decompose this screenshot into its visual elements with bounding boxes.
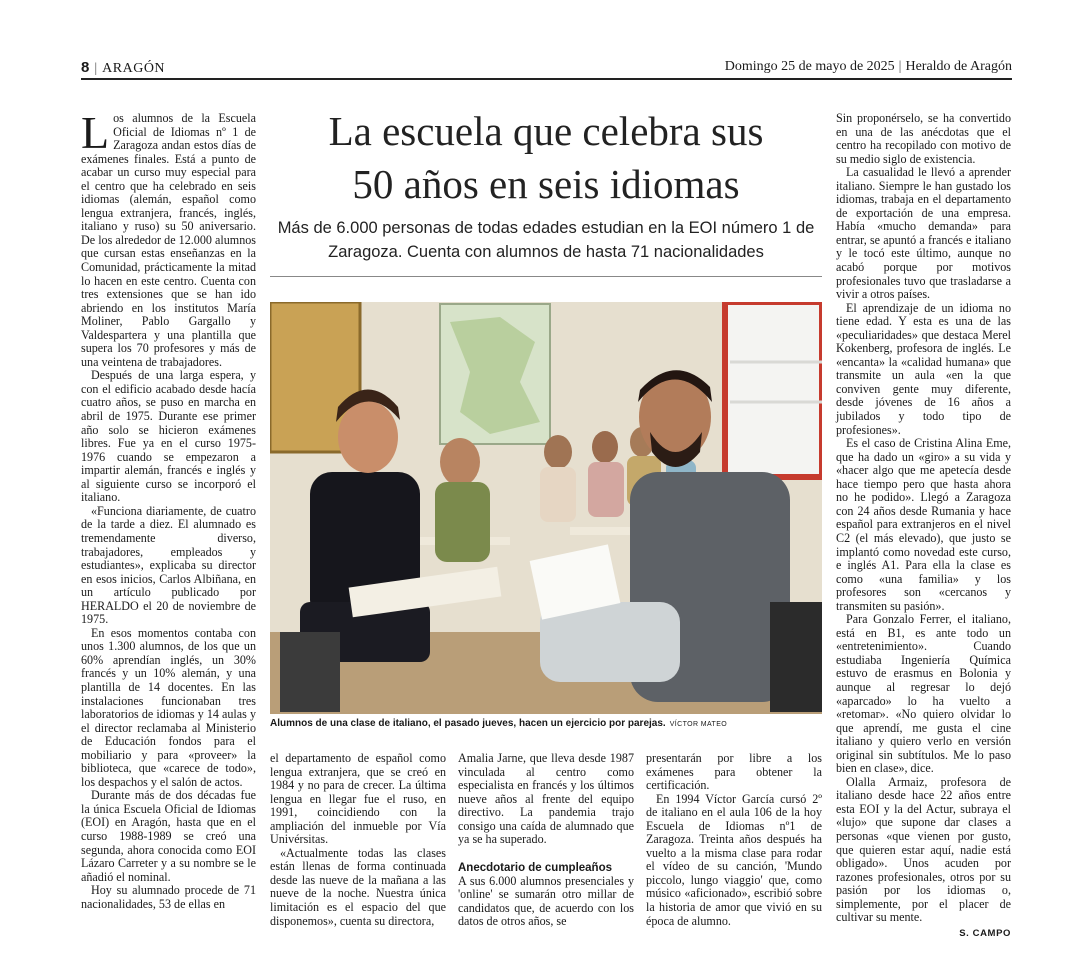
classroom-photo bbox=[270, 302, 822, 714]
article-column-1 bbox=[81, 107, 256, 911]
article-column-2 bbox=[270, 752, 446, 928]
paragraph: presentarán por libre a los exámenes para obtener la certificación. bbox=[646, 751, 822, 793]
photo-caption bbox=[270, 718, 822, 731]
paragraph: El aprendizaje de un idioma no tiene edad. Y esta es una de las «peculiaridades» que destaca Merel Kokenberg, profesora de inglés. Le «encanta» la «calidad humana» que transmite un aula «en la que conviven gente muy diferente, desde jóvenes de 16 años a jubilados y todo tipo de profesiones». bbox=[836, 300, 1011, 437]
issue-date: Domingo 25 de mayo de 2025 bbox=[724, 59, 895, 74]
lead-paragraph bbox=[81, 107, 256, 369]
paragraph: Olalla Armaiz, profesora de italiano desde hace 22 años entre esta EOI y la del Actur, subraya el «lujo» que supone dar clases a personas «que vienen por gusto, que quieren estar aquí, nadie está obligado». Unos acuden por razones profesionales, otros por su pasión por los idiomas o, simplemente, por el placer de cultivar su mente. bbox=[836, 774, 1011, 925]
drop-cap: L bbox=[81, 107, 110, 158]
paragraph: Después de una larga espera, y con el edificio acabado desde hacía cuatro años, se puso en marcha en abril de 1975. Durante ese primer año solo se hicieron exámenes libres. Fue ya en el curso 1975-1976 cuando se empezaron a impartir alemán, francés e inglés y al siguiente curso se incorporó el italiano. bbox=[81, 368, 256, 505]
caption-text: Alumnos de una clase de italiano, el pasado jueves, hacen un ejercicio por parejas. bbox=[270, 718, 666, 729]
page-number: 8 bbox=[81, 59, 90, 76]
paragraph: En esos momentos contaba con unos 1.300 alumnos, de los que un 60% aprendían inglés, un 30% francés y un 10% alemán, y una plantilla de 14 docentes. En las instalaciones funcionaban tres laboratorios de idiomas y 14 aulas y el director reclamaba al Ministerio de Educación fondos para el mobiliario y para «proveer» la biblioteca, que «carece de todo», los despachos y el salón de actos. bbox=[81, 625, 256, 789]
classroom-photo-illustration bbox=[270, 302, 822, 714]
paragraph: Hoy su alumnado procede de 71 nacionalidades, 53 de ellas en bbox=[81, 883, 256, 911]
publication-name: Heraldo de Aragón bbox=[905, 59, 1012, 74]
headline bbox=[272, 105, 820, 211]
paragraph: «Funciona diariamente, de cuatro de la tarde a diez. El alumnado es tremendamente diverso, trabajadores, empleados y estudiantes», explicaba su director en esos inicios, Carlos Albiñana, en un artículo publicado por HERALDO el 20 de noviembre de 1975. bbox=[81, 503, 256, 627]
paragraph: Es el caso de Cristina Alina Eme, que ha dado un «giro» a su vida y «hacer algo que me apetecía desde hace tiempo pero que hasta ahora no he podido». Llegó a Zaragoza con 24 años desde Rumania y hace español para extranjeros en el nivel C2 (el más elevado), que justo se implantó como novedad este curso, e inglés A1. Para ella la clase es como «una familia» y los profesores son «cercanos y transmiten su pasión». bbox=[836, 436, 1011, 613]
paragraph: Durante más de dos décadas fue la única Escuela Oficial de Idiomas (EOI) en Aragón, hasta que en el curso 1988-1989 se creó una segunda, ahora conocida como EOI Lázaro Carreter y a su nombre se le añadió el nominal. bbox=[81, 788, 256, 884]
photo-credit: VÍCTOR MATEO bbox=[669, 721, 728, 728]
paragraph: Para Gonzalo Ferrer, el italiano, está en B1, es ante todo un «entretenimiento». Cuando estudiaba Ingeniería Química estuvo de erasmus en Bolonia y aunque al regresar lo dejó «aparcado» lo ha vuelto a «retomar». «No quiero olvidar lo que aprendí, me gusta el cine italiano y quiero verlo en versión original sin subtítulos. Me lo paso bien en clase», dice. bbox=[836, 612, 1011, 776]
header-right bbox=[725, 59, 1012, 75]
paragraph: el departamento de español como lengua extranjera, que se creó en 1984 y no para de crecer. La última lengua en llegar fue el ruso, en 1991, coincidiendo con la ampliación del inmueble por Vía Univérsitas. bbox=[270, 751, 446, 847]
subheadline: Más de 6.000 personas de todas edades estudian en la EOI número 1 de Zaragoza. Cuenta con alumnos de hasta 71 nacionalidades bbox=[277, 219, 815, 261]
paragraph: Amalia Jarne, que lleva desde 1987 vinculada al centro como especialista en francés y los últimos nueve años al frente del equipo directivo. La pandemia trajo consigo una caída de alumnado que ya se ha superado. bbox=[458, 751, 634, 847]
article-column-3 bbox=[458, 752, 634, 929]
section-subtitle: Anecdotario de cumpleaños bbox=[458, 861, 613, 874]
header-separator: | bbox=[898, 59, 902, 74]
header-left bbox=[81, 59, 165, 77]
article-column-4 bbox=[836, 112, 1011, 940]
paragraph: La casualidad le llevó a aprender italiano. Siempre le han gustado los idiomas, trabaja en el departamento de exportación de una empresa. Había «mucho demanda» para entrar, se apuntó a francés e italiano y le tocó este último, aunque no acabó porque por motivos profesionales tuvo que trasladarse a vivir a otros países. bbox=[836, 165, 1011, 302]
divider bbox=[270, 276, 822, 277]
headline-line-2: 50 años en seis idiomas bbox=[352, 161, 740, 207]
header-separator: | bbox=[94, 61, 98, 76]
article-column-3b bbox=[646, 752, 822, 928]
paragraph: Sin proponérselo, se ha convertido en una de las anécdotas que el centro ha recopilado con motivo de su medio siglo de existencia. bbox=[836, 111, 1011, 166]
paragraph-text: os alumnos de la Escuela Oficial de Idiomas nº 1 de Zaragoza andan estos días de exámenes finales. Está a punto de acabar un curso muy especial para el centro que ha celebrado en seis idiomas (alemán, español como lengua extranjera, francés, inglés, italiano y ruso) su 50 aniversario. De los alrededor de 12.000 alumnos que cursan estas enseñanzas en la Comunidad, prácticamente la mitad lo hacen en este centro. Cuenta con tres extensiones que se han ido abriendo en los institutos María Moliner, Pablo Gargallo y Valdespartera y una plantilla que supera los 70 profesores y más de una veintena de trabajadores. bbox=[81, 111, 256, 369]
byline: S. CAMPO bbox=[959, 927, 1011, 939]
paragraph: A sus 6.000 alumnos presenciales y 'online' se sumarán otro millar de candidatos que, de acuerdo con los datos de otros años, se bbox=[458, 873, 634, 929]
paragraph: «Actualmente todas las clases están llenas de forma continuada desde las nueve de la mañana a las nueve de la noche. Nuestra única limitación es el espacio del que disponemos», cuenta su directora, bbox=[270, 845, 446, 928]
paragraph: En 1994 Víctor García cursó 2º de italiano en el aula 106 de la hoy Escuela de Idiomas nº1 de Zaragoza. Treinta años después ha vuelto a la misma clase para rodar el vídeo de su canción, 'Mundo piccolo, lungo viaggio' que, como músico «aficionado», escribió sobre la historia de amor que vivió en su época de alumno. bbox=[646, 791, 822, 928]
page-header bbox=[81, 58, 1012, 80]
section-name: ARAGÓN bbox=[102, 61, 166, 76]
headline-line-1: La escuela que celebra sus bbox=[328, 108, 764, 154]
